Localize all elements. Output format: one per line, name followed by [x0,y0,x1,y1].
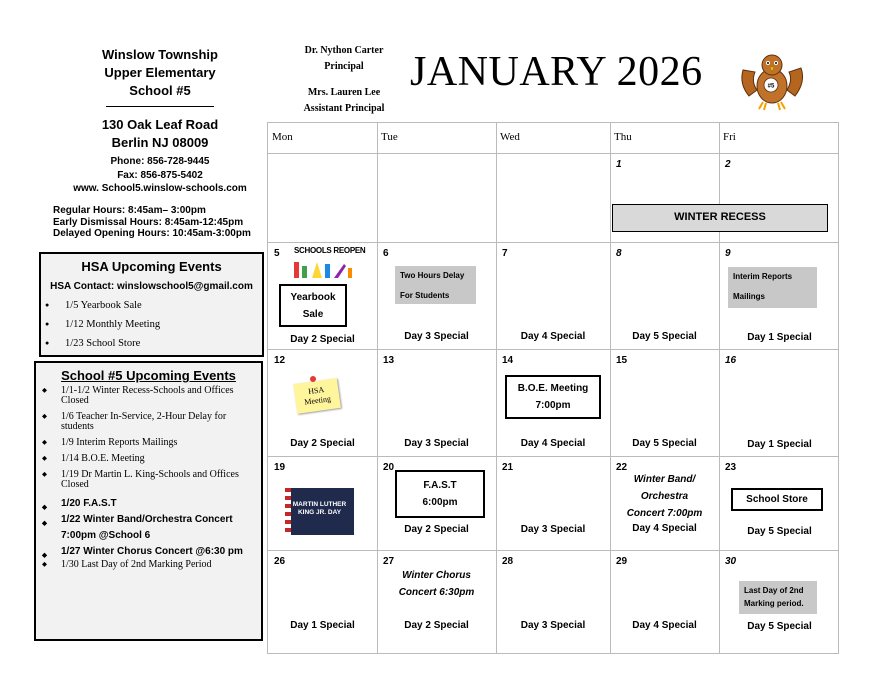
day-cell[interactable] [268,242,377,349]
regular-hours: Regular Hours: 8:45am– 3:00pm [53,205,206,216]
boe-meeting-box [505,375,601,419]
day-cell[interactable] [268,550,377,655]
weekday-fri: Fri [723,131,736,143]
list-item: ● 1/23 School Store [41,334,262,353]
eagle-mascot-icon [737,50,807,112]
concert-line: Winter Chorus [402,570,471,581]
hsa-meeting-sticky-note [293,378,341,414]
mlk-day-banner [285,488,354,535]
pushpin-icon [310,376,316,382]
day-cell[interactable] [610,550,719,655]
special-day: Day 2 Special [290,438,355,449]
list-item: ◆ 1/27 Winter Chorus Concert @6:30 pm [36,544,257,560]
concert-line: Winter Band/ [633,474,696,485]
school-store-box: School Store [731,488,823,511]
yearbook-line: Yearbook [290,292,336,303]
day-cell[interactable] [610,456,719,550]
school-name [60,46,260,100]
day-cell[interactable] [610,349,719,456]
delayed-opening-hours: Delayed Opening Hours: 10:45am-3:00pm [53,228,251,239]
special-day: Day 4 Special [520,438,586,449]
school-contact [40,155,280,196]
day-cell[interactable] [496,242,610,349]
two-hour-delay-note [395,266,476,304]
day-number: 28 [502,556,514,567]
note-line: Last Day of 2nd [744,586,804,595]
day-number: 26 [274,556,286,567]
phone: Phone: 856-728-9445 [110,156,210,167]
weekday-wed: Wed [500,131,520,143]
concert-line: Concert 7:00pm [626,508,703,519]
special-day: Day 1 Special [747,332,812,343]
weekday-mon: Mon [272,131,293,143]
school-supplies-icon [292,258,354,280]
note-line: Meeting [303,394,332,407]
school-address [60,116,260,152]
day-number: 5 [274,248,280,259]
fast-box [395,470,485,518]
day-cell[interactable] [268,456,377,550]
day-number: 21 [502,462,514,473]
list-item: 7:00pm @School 6 [61,530,151,541]
day-number: 15 [616,355,628,366]
assistant-principal-name: Mrs. Lauren Lee [307,87,381,98]
winter-recess-banner: WINTER RECESS [612,204,828,232]
fast-line: F.A.S.T [423,480,457,491]
concert-line: Concert 6:30pm [398,587,475,598]
day-cell[interactable] [496,550,610,655]
fax: Fax: 856-875-5402 [117,169,203,181]
day-cell[interactable] [377,456,496,550]
list-item: ◆ 1/30 Last Day of 2nd Marking Period [36,560,257,570]
note-line: Mailings [733,292,766,301]
address-line: 130 Oak Leaf Road [101,117,219,132]
special-day: Day 4 Special [520,331,586,342]
school-name-line: School #5 [129,83,191,98]
day-number: 6 [383,248,389,259]
day-number: 22 [616,462,628,473]
day-cell[interactable] [719,550,840,655]
list-item: ● 1/5 Yearbook Sale [41,296,262,315]
month-title: JANUARY 2026 [410,49,703,95]
day-cell[interactable] [719,456,840,550]
list-item: ◆ 1/6 Teacher In-Service, 2-Hour Delay for students [36,412,257,432]
list-item: ◆ 1/22 Winter Band/Orchestra Concert [36,512,257,528]
school-events-box [34,361,263,641]
special-day: Day 3 Special [404,438,469,449]
day-cell[interactable] [496,456,610,550]
banner-line: MARTIN LUTHER [292,501,347,508]
list-item: ◆ 1/14 B.O.E. Meeting [36,454,257,464]
day-number: 19 [274,462,286,473]
yearbook-line: Sale [302,309,324,320]
day-number: 27 [383,556,395,567]
principal-name: Dr. Nython Carter [304,45,384,56]
day-number: 8 [616,248,622,259]
winter-band-concert [610,471,719,522]
special-day: Day 3 Special [520,620,586,631]
note-line: Interim Reports [733,272,793,281]
administration [280,43,408,117]
boe-line: B.O.E. Meeting [517,383,589,394]
day-cell[interactable] [719,349,840,456]
last-day-marking-period-note [739,581,817,614]
day-number: 13 [383,355,395,366]
list-item: ◆ 1/9 Interim Reports Mailings [36,438,257,448]
banner-line: KING JR. DAY [297,509,342,516]
special-day: Day 1 Special [747,439,812,450]
list-item: ● 1/12 Monthly Meeting [41,315,262,334]
school-name-line: Winslow Township [102,47,218,62]
day-cell[interactable] [377,349,496,456]
concert-line: Orchestra [640,491,689,502]
school-hours [53,205,251,240]
special-day: Day 1 Special [290,620,355,631]
day-number: 30 [725,556,737,567]
note-line: Two Hours Delay [400,271,465,280]
weekday-tue: Tue [381,131,398,143]
hsa-events-box [39,252,264,357]
day-cell[interactable] [377,550,496,655]
special-day: Day 2 Special [290,334,355,345]
special-day: Day 5 Special [747,526,812,537]
events-title: School #5 Upcoming Events [61,368,236,383]
interim-reports-note [728,267,817,308]
special-day: Day 5 Special [632,331,697,342]
yearbook-sale-box [279,284,347,327]
special-day: Day 5 Special [747,621,812,632]
schools-reopen-label: SCHOOLS REOPEN [294,246,366,255]
list-item: ◆ 1/19 Dr Martin L. King-Schools and Offices Closed [36,470,257,490]
day-number: 7 [502,248,508,259]
day-cell[interactable] [719,242,840,349]
day-number: 12 [274,355,286,366]
special-day: Day 4 Special [632,620,697,631]
special-day: Day 3 Special [404,331,469,342]
day-cell[interactable] [610,242,719,349]
website: www. School5.winslow-schools.com [73,183,247,194]
note-line: Marking period. [744,599,804,608]
divider [106,106,214,107]
day-cell[interactable] [377,242,496,349]
mascot-label: #5 [767,83,775,90]
special-day: Day 2 Special [404,620,469,631]
day-number: 9 [725,248,731,259]
special-day: Day 2 Special [404,524,469,535]
winter-chorus-concert [377,567,496,601]
events-list [36,386,261,570]
day-cell[interactable] [268,349,377,456]
special-day: Day 3 Special [520,524,586,535]
day-number: 14 [502,355,514,366]
list-item: ◆ 1/1-1/2 Winter Recess-Schools and Offices Closed [36,386,257,406]
hsa-contact: HSA Contact: winslowschool5@gmail.com [50,281,253,292]
calendar-grid [267,122,839,654]
special-day: Day 5 Special [632,438,697,449]
flag-stripes-icon [285,488,291,535]
list-item: ◆ 1/20 F.A.S.T [36,496,257,512]
principal-title: Principal [324,61,364,72]
fast-line: 6:00pm [422,497,458,508]
weekday-thu: Thu [614,131,632,143]
boe-line: 7:00pm [535,400,571,411]
day-number: 2 [725,159,731,170]
note-line: HSA [307,384,325,397]
assistant-principal-title: Assistant Principal [303,103,385,114]
school-name-line: Upper Elementary [104,65,216,80]
address-line: Berlin NJ 08009 [111,135,209,150]
note-line: For Students [400,291,450,300]
early-dismissal-hours: Early Dismissal Hours: 8:45am-12:45pm [53,216,244,228]
day-number: 16 [725,355,737,366]
day-number: 23 [725,462,737,473]
hsa-list [41,296,262,353]
special-day: Day 4 Special [632,523,697,534]
day-cell[interactable] [496,349,610,456]
hsa-title: HSA Upcoming Events [81,259,222,274]
day-number: 1 [616,159,622,170]
day-number: 20 [383,462,395,473]
day-number: 29 [616,556,628,567]
